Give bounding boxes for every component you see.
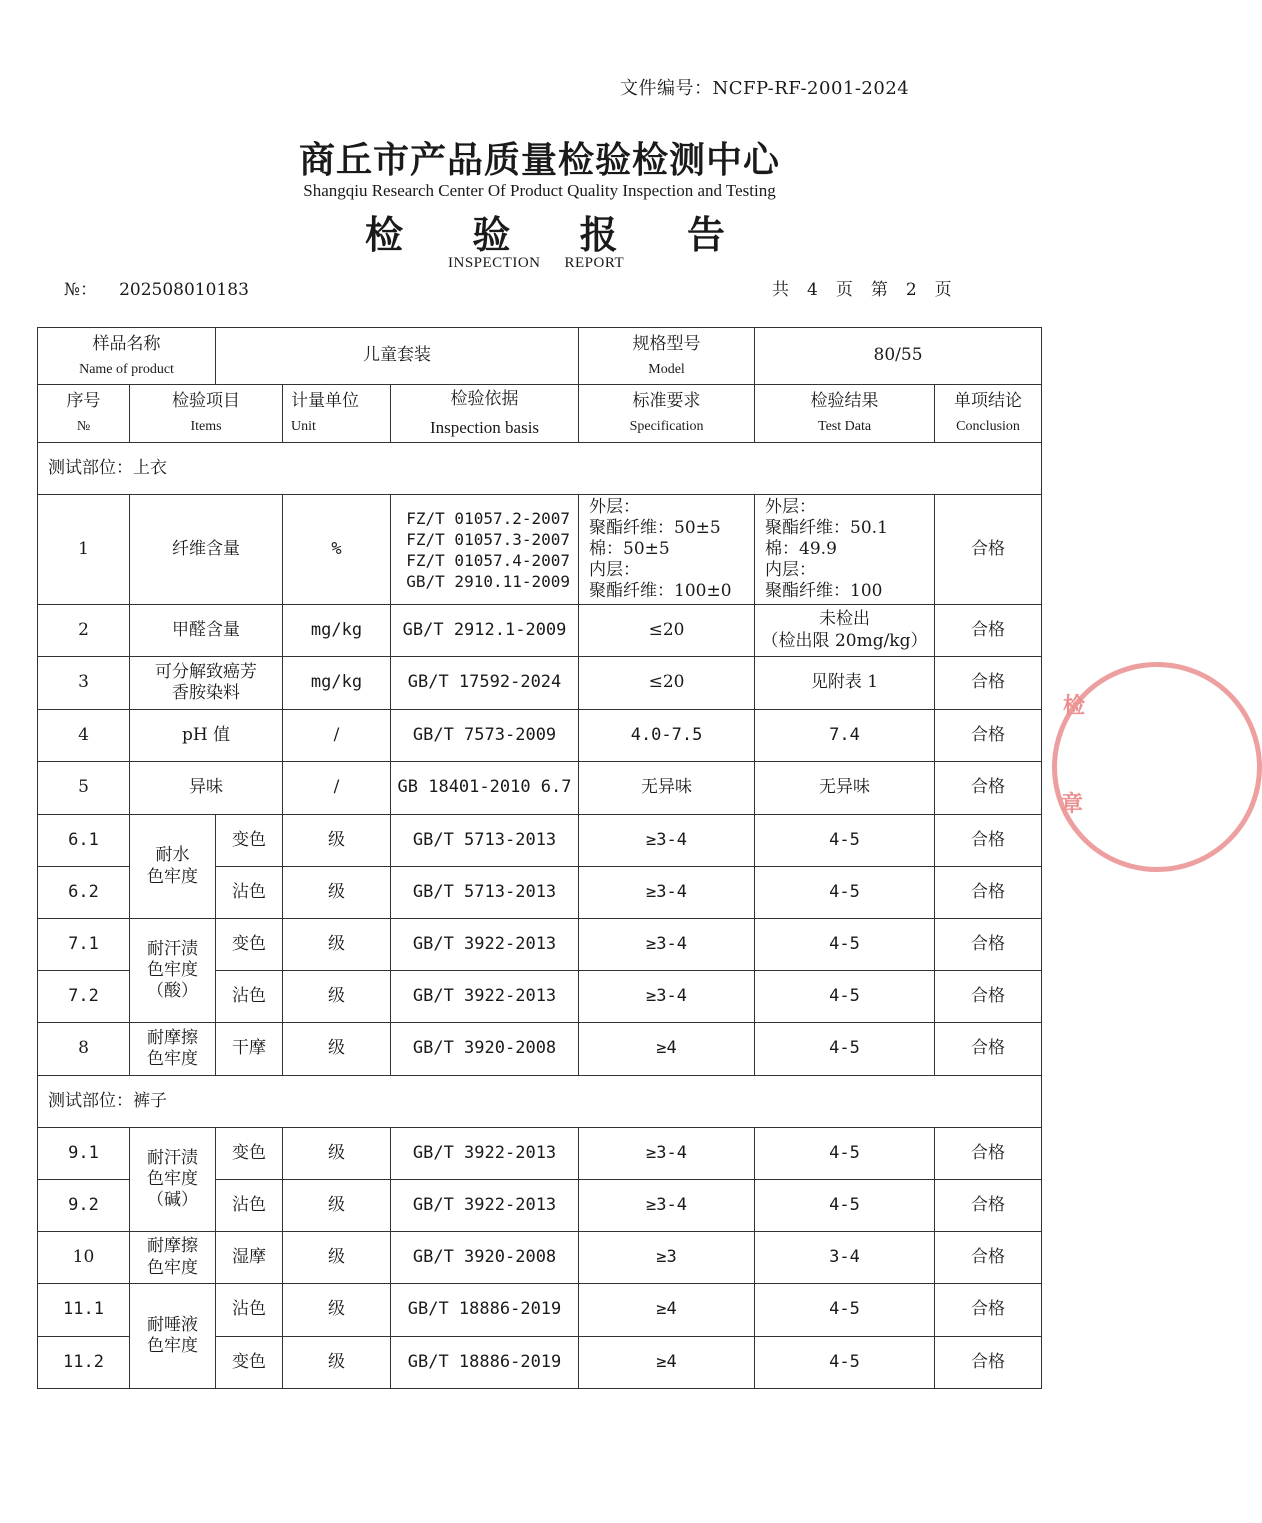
row-group: 耐唾液 色牢度 bbox=[130, 1284, 216, 1389]
row-group: 耐水 色牢度 bbox=[130, 815, 216, 919]
section-row bbox=[38, 443, 1042, 495]
row-item: 甲醛含量 bbox=[130, 605, 283, 657]
row-conclusion: 合格 bbox=[935, 1180, 1042, 1232]
row-result: 未检出 （检出限 20mg/kg） bbox=[755, 605, 935, 657]
row-unit: mg/kg bbox=[283, 657, 391, 710]
row-no: 8 bbox=[38, 1023, 130, 1076]
row-result: 4-5 bbox=[755, 1337, 935, 1389]
row-conclusion: 合格 bbox=[935, 919, 1042, 971]
row-group: 耐摩擦 色牢度 bbox=[130, 1232, 216, 1284]
row-spec: 外层： 聚酯纤维：50±5 棉：50±5 内层： 聚酯纤维：100±0 bbox=[579, 495, 755, 605]
report-title-en-word: INSPECTION bbox=[448, 255, 541, 271]
report-title-char: 检 bbox=[365, 213, 404, 257]
row-basis: GB/T 3920-2008 bbox=[391, 1023, 579, 1076]
row-basis: FZ/T 01057.2-2007 FZ/T 01057.3-2007 FZ/T 01057.4-2007 GB/T 2910.11-2009 bbox=[391, 495, 579, 605]
page-info bbox=[772, 275, 970, 300]
row-result: 4-5 bbox=[755, 1023, 935, 1076]
row-basis: GB/T 17592-2024 bbox=[391, 657, 579, 710]
page-info-text: 页 bbox=[835, 280, 853, 300]
report-number-value: 202508010183 bbox=[119, 280, 249, 300]
row-spec: ≥3-4 bbox=[579, 1180, 755, 1232]
row-no: 7.2 bbox=[38, 971, 130, 1023]
row-unit: 级 bbox=[283, 1337, 391, 1389]
row-unit: 级 bbox=[283, 1232, 391, 1284]
report-title-en bbox=[448, 255, 624, 272]
row-sub: 变色 bbox=[216, 919, 283, 971]
report-title-cn bbox=[365, 204, 725, 259]
organization-title-cn: 商丘市产品质量检验检测中心 bbox=[298, 140, 780, 181]
row-item: pH 值 bbox=[130, 710, 283, 762]
row-no: 9.2 bbox=[38, 1180, 130, 1232]
row-no: 2 bbox=[38, 605, 130, 657]
row-result: 4-5 bbox=[755, 919, 935, 971]
row-group: 耐汗渍 色牢度 （酸） bbox=[130, 919, 216, 1023]
report-title-char: 告 bbox=[686, 213, 725, 257]
organization-title-en: Shangqiu Research Center Of Product Quality Inspection and Testing bbox=[303, 181, 776, 200]
row-result: 4-5 bbox=[755, 815, 935, 867]
col-header-spec: 标准要求 Specification bbox=[579, 385, 755, 443]
col-header-conclusion: 单项结论 Conclusion bbox=[935, 385, 1042, 443]
page-info-total: 4 bbox=[807, 280, 818, 300]
col-header-unit: 计量单位 Unit bbox=[283, 385, 391, 443]
row-conclusion: 合格 bbox=[935, 495, 1042, 605]
report-number-label: №： bbox=[64, 280, 98, 300]
row-sub: 变色 bbox=[216, 1128, 283, 1180]
row-unit: 级 bbox=[283, 1284, 391, 1337]
stamp-char: 章 bbox=[1061, 791, 1084, 817]
row-item: 纤维含量 bbox=[130, 495, 283, 605]
table-row bbox=[38, 495, 1042, 605]
row-spec: ≥3-4 bbox=[579, 867, 755, 919]
page-info-current: 2 bbox=[905, 280, 917, 300]
row-spec: ≤20 bbox=[579, 657, 755, 710]
table-row bbox=[38, 657, 1042, 710]
row-result: 见附表 1 bbox=[755, 657, 935, 710]
row-spec: ≥3-4 bbox=[579, 971, 755, 1023]
stamp-char: 检 bbox=[1063, 693, 1086, 719]
col-header-items: 检验项目 Items bbox=[130, 385, 283, 443]
row-result: 4-5 bbox=[755, 971, 935, 1023]
product-name-label: 样品名称 Name of product bbox=[38, 328, 216, 385]
row-no: 11.2 bbox=[38, 1337, 130, 1389]
row-sub: 干摩 bbox=[216, 1023, 283, 1076]
row-result: 4-5 bbox=[755, 1180, 935, 1232]
product-name: 儿童套装 bbox=[216, 328, 579, 385]
row-result: 4-5 bbox=[755, 1128, 935, 1180]
row-result: 7.4 bbox=[755, 710, 935, 762]
row-spec: ≥4 bbox=[579, 1337, 755, 1389]
row-sub: 沾色 bbox=[216, 1180, 283, 1232]
row-basis: GB/T 2912.1-2009 bbox=[391, 605, 579, 657]
row-group: 耐汗渍 色牢度 （碱） bbox=[130, 1128, 216, 1232]
row-basis: GB/T 3922-2013 bbox=[391, 971, 579, 1023]
row-conclusion: 合格 bbox=[935, 1232, 1042, 1284]
table-row bbox=[38, 710, 1042, 762]
row-no: 3 bbox=[38, 657, 130, 710]
row-unit: 级 bbox=[283, 1128, 391, 1180]
report-title-char: 验 bbox=[472, 213, 511, 257]
row-no: 6.1 bbox=[38, 815, 130, 867]
row-unit: 级 bbox=[283, 1180, 391, 1232]
row-spec: ≥3-4 bbox=[579, 815, 755, 867]
row-item: 可分解致癌芳 香胺染料 bbox=[130, 657, 283, 710]
row-no: 10 bbox=[38, 1232, 130, 1284]
table-row bbox=[38, 1284, 1042, 1337]
row-sub: 变色 bbox=[216, 1337, 283, 1389]
row-basis: GB/T 18886-2019 bbox=[391, 1337, 579, 1389]
row-spec: ≥4 bbox=[579, 1023, 755, 1076]
row-conclusion: 合格 bbox=[935, 971, 1042, 1023]
row-sub: 沾色 bbox=[216, 971, 283, 1023]
model-value: 80/55 bbox=[755, 328, 1042, 385]
table-row bbox=[38, 1023, 1042, 1076]
report-number bbox=[64, 275, 249, 300]
table-row bbox=[38, 605, 1042, 657]
section-row bbox=[38, 1076, 1042, 1128]
row-result: 无异味 bbox=[755, 762, 935, 815]
table-row bbox=[38, 762, 1042, 815]
row-item: 异味 bbox=[130, 762, 283, 815]
row-basis: GB/T 18886-2019 bbox=[391, 1284, 579, 1337]
row-sub: 湿摩 bbox=[216, 1232, 283, 1284]
row-spec: ≥4 bbox=[579, 1284, 755, 1337]
col-header-basis: 检验依据 Inspection basis bbox=[391, 385, 579, 443]
page-info-text: 共 bbox=[772, 280, 789, 300]
row-sub: 变色 bbox=[216, 815, 283, 867]
row-conclusion: 合格 bbox=[935, 867, 1042, 919]
row-conclusion: 合格 bbox=[935, 1337, 1042, 1389]
row-result: 3-4 bbox=[755, 1232, 935, 1284]
row-no: 5 bbox=[38, 762, 130, 815]
section-top: 测试部位：上衣 bbox=[38, 443, 1042, 495]
row-no: 9.1 bbox=[38, 1128, 130, 1180]
row-conclusion: 合格 bbox=[935, 1128, 1042, 1180]
table-row bbox=[38, 919, 1042, 971]
row-no: 6.2 bbox=[38, 867, 130, 919]
section-bottom: 测试部位：裤子 bbox=[38, 1076, 1042, 1128]
report-title-en-word: REPORT bbox=[564, 255, 625, 271]
row-conclusion: 合格 bbox=[935, 605, 1042, 657]
row-unit: 级 bbox=[283, 1023, 391, 1076]
column-header-row bbox=[38, 385, 1042, 443]
row-conclusion: 合格 bbox=[935, 1284, 1042, 1337]
row-unit: 级 bbox=[283, 919, 391, 971]
official-stamp bbox=[1052, 662, 1262, 872]
row-basis: GB 18401-2010 6.7 bbox=[391, 762, 579, 815]
report-title-char: 报 bbox=[579, 213, 618, 257]
inspection-table bbox=[37, 327, 1042, 1389]
row-basis: GB/T 5713-2013 bbox=[391, 867, 579, 919]
row-basis: GB/T 3922-2013 bbox=[391, 1128, 579, 1180]
row-no: 11.1 bbox=[38, 1284, 130, 1337]
row-spec: 4.0-7.5 bbox=[579, 710, 755, 762]
row-conclusion: 合格 bbox=[935, 1023, 1042, 1076]
row-spec: ≤20 bbox=[579, 605, 755, 657]
document-number: 文件编号：NCFP-RF-2001-2024 bbox=[620, 78, 910, 99]
row-spec: 无异味 bbox=[579, 762, 755, 815]
row-result: 4-5 bbox=[755, 867, 935, 919]
row-basis: GB/T 3922-2013 bbox=[391, 919, 579, 971]
product-row bbox=[38, 328, 1042, 385]
row-unit: % bbox=[283, 495, 391, 605]
row-basis: GB/T 7573-2009 bbox=[391, 710, 579, 762]
page-info-text: 第 bbox=[870, 280, 888, 300]
row-group: 耐摩擦 色牢度 bbox=[130, 1023, 216, 1076]
row-conclusion: 合格 bbox=[935, 657, 1042, 710]
row-result: 外层： 聚酯纤维：50.1 棉：49.9 内层： 聚酯纤维：100 bbox=[755, 495, 935, 605]
row-no: 4 bbox=[38, 710, 130, 762]
page-info-text: 页 bbox=[934, 280, 952, 300]
row-sub: 沾色 bbox=[216, 1284, 283, 1337]
row-result: 4-5 bbox=[755, 1284, 935, 1337]
row-basis: GB/T 5713-2013 bbox=[391, 815, 579, 867]
row-sub: 沾色 bbox=[216, 867, 283, 919]
row-conclusion: 合格 bbox=[935, 815, 1042, 867]
row-spec: ≥3-4 bbox=[579, 1128, 755, 1180]
row-unit: / bbox=[283, 710, 391, 762]
row-basis: GB/T 3922-2013 bbox=[391, 1180, 579, 1232]
row-unit: 级 bbox=[283, 867, 391, 919]
row-unit: 级 bbox=[283, 815, 391, 867]
row-unit: / bbox=[283, 762, 391, 815]
row-unit: mg/kg bbox=[283, 605, 391, 657]
row-conclusion: 合格 bbox=[935, 762, 1042, 815]
model-label: 规格型号 Model bbox=[579, 328, 755, 385]
col-header-no: 序号 № bbox=[38, 385, 130, 443]
row-conclusion: 合格 bbox=[935, 710, 1042, 762]
row-basis: GB/T 3920-2008 bbox=[391, 1232, 579, 1284]
row-no: 7.1 bbox=[38, 919, 130, 971]
row-spec: ≥3 bbox=[579, 1232, 755, 1284]
col-header-result: 检验结果 Test Data bbox=[755, 385, 935, 443]
table-row bbox=[38, 1232, 1042, 1284]
row-no: 1 bbox=[38, 495, 130, 605]
table-row bbox=[38, 815, 1042, 867]
row-spec: ≥3-4 bbox=[579, 919, 755, 971]
table-row bbox=[38, 1128, 1042, 1180]
row-unit: 级 bbox=[283, 971, 391, 1023]
